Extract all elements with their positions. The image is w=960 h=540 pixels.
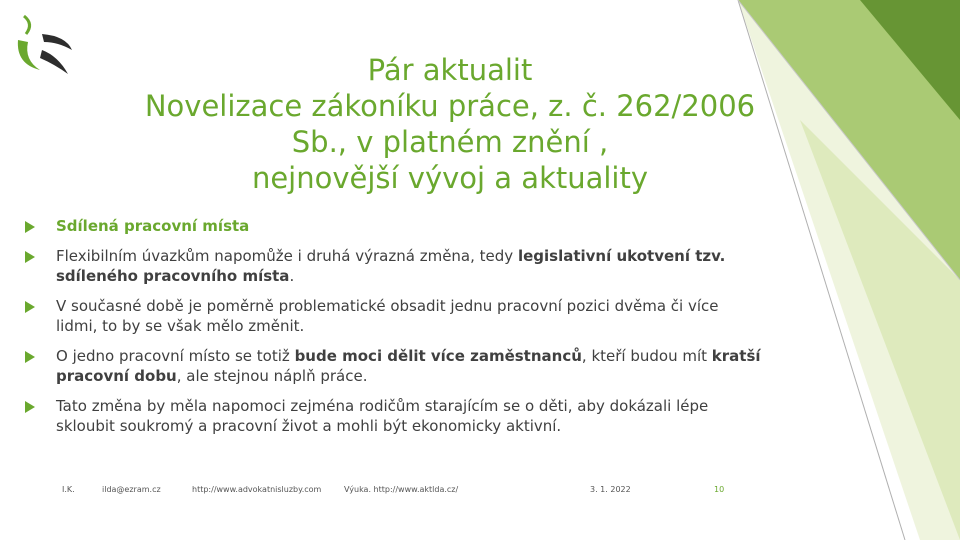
footer-date: 3. 1. 2022	[590, 485, 631, 494]
bullet-item	[22, 396, 762, 436]
footer-url: http://www.advokatnisluzby.com	[192, 485, 322, 494]
bullet-bold-text: kratší pracovní dobu	[56, 347, 761, 385]
bullet-text: .	[289, 267, 295, 285]
footer-teaching: Výuka. http://www.aktlda.cz/	[344, 485, 459, 494]
bullet-arrow-icon	[25, 301, 35, 313]
bullet-text: V současné době je poměrně problematické obsadit jednu pracovní pozici dvěma či více lidmi, to by se však mělo změnit.	[56, 297, 719, 335]
bullet-text: Sdílená pracovní místa	[56, 217, 250, 235]
title-line-1: Pár aktualit	[367, 53, 533, 87]
bullet-item	[22, 246, 762, 286]
footer-author: I.K.	[62, 485, 75, 494]
bullet-bold-text: legislativní ukotvení tzv. sdíleného pracovního místa	[56, 247, 726, 285]
bullet-text: O jedno pracovní místo se totiž	[56, 347, 295, 365]
bullet-item	[22, 296, 762, 336]
title-line-3: Sb., v platném znění ,	[291, 125, 609, 159]
bullet-item	[22, 216, 762, 236]
bullet-item	[22, 346, 762, 386]
bullet-text: , ale stejnou náplň práce.	[176, 367, 368, 385]
bullet-arrow-icon	[25, 251, 35, 263]
slide-title	[60, 52, 840, 196]
title-line-2: Novelizace zákoníku práce, z. č. 262/2006	[144, 89, 756, 123]
page-number: 10	[714, 485, 725, 494]
bullet-bold-text: bude moci dělit více zaměstnanců	[294, 347, 582, 365]
bullet-arrow-icon	[25, 401, 35, 413]
slide-footer	[0, 485, 960, 499]
bullet-arrow-icon	[25, 221, 35, 233]
bullet-list	[22, 216, 762, 436]
bullet-text: Flexibilním úvazkům napomůže i druhá výrazná změna, tedy	[56, 247, 518, 265]
bullet-text: , kteří budou mít	[581, 347, 712, 365]
bullet-text: Tato změna by měla napomoci zejména rodičům starajícím se o děti, aby dokázali lépe skloubit soukromý a pracovní život a mohli být ekonomicky aktivní.	[56, 397, 709, 435]
footer-email: ilda@ezram.cz	[102, 485, 161, 494]
title-line-4: nejnovější vývoj a aktuality	[251, 161, 649, 195]
bullet-arrow-icon	[25, 351, 35, 363]
